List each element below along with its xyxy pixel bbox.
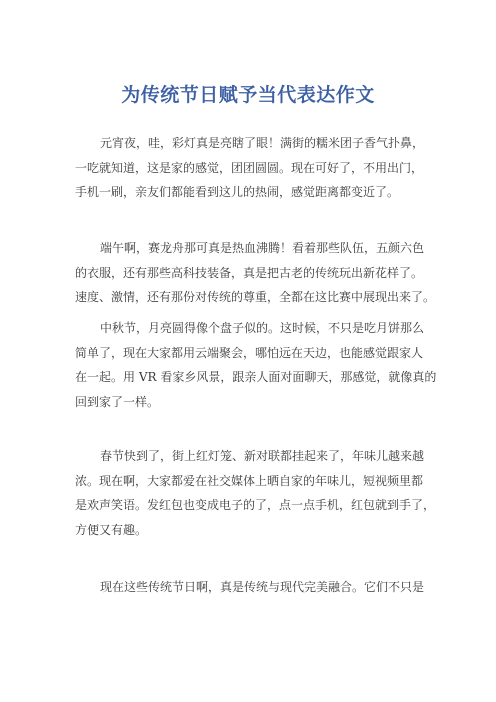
paragraph-line: 春节快到了，街上红灯笼、新对联都挂起来了，年味儿越来越: [100, 449, 425, 463]
paragraph-spring-festival: [75, 444, 455, 542]
paragraph-line: 元宵夜，哇，彩灯真是亮瞎了眼！满街的糯米团子香气扑鼻，: [100, 136, 425, 150]
paragraph-line: 简单了，现在大家都用云端聚会，哪怕远在天边，也能感觉跟家人: [75, 345, 424, 360]
paragraph-line: 是欢声笑语。发红包也变成电子的了，点一点手机，红包就到手了，: [75, 498, 436, 512]
paragraph-line: 浓。现在啊，大家都爱在社交媒体上晒自家的年味儿，短视频里都: [75, 473, 424, 488]
paragraph-mid-autumn: [75, 316, 455, 414]
document-title: 为传统节日赋予当代表达作文: [121, 84, 375, 106]
paragraph-line: 回到家了一样。: [75, 394, 160, 409]
paragraph-line: 手机一刷，亲友们都能看到这儿的热闹，感觉距离都变近了。: [75, 185, 400, 199]
paragraph-line: 端午啊，赛龙舟那可真是热血沸腾！看着那些队伍，五颜六色: [100, 241, 425, 255]
paragraph-line: 现在这些传统节日啊，真是传统与现代完美融合。它们不只是: [100, 580, 425, 594]
paragraph-line: 方便又有趣。: [75, 522, 148, 537]
paragraph-line: 一吃就知道，这是家的感觉，团团圆圆。现在可好了，不用出门，: [75, 160, 424, 175]
paragraph-line: 速度、激情，还有那份对传统的尊重，全都在这比赛中展现出来了。: [75, 290, 436, 304]
paragraph-conclusion: [75, 575, 455, 600]
paragraph-line: 在一起。用 VR 看家乡风景，跟亲人面对面聊天，那感觉，就像真的: [75, 370, 437, 384]
paragraph-line: 中秋节，月亮圆得像个盘子似的。这时候，不只是吃月饼那么: [100, 321, 425, 335]
paragraph-dragon-boat: [75, 236, 455, 310]
paragraph-lantern-festival: [75, 131, 455, 205]
paragraph-line: 的衣服，还有那些高科技装备，真是把古老的传统玩出新花样了。: [75, 265, 424, 280]
